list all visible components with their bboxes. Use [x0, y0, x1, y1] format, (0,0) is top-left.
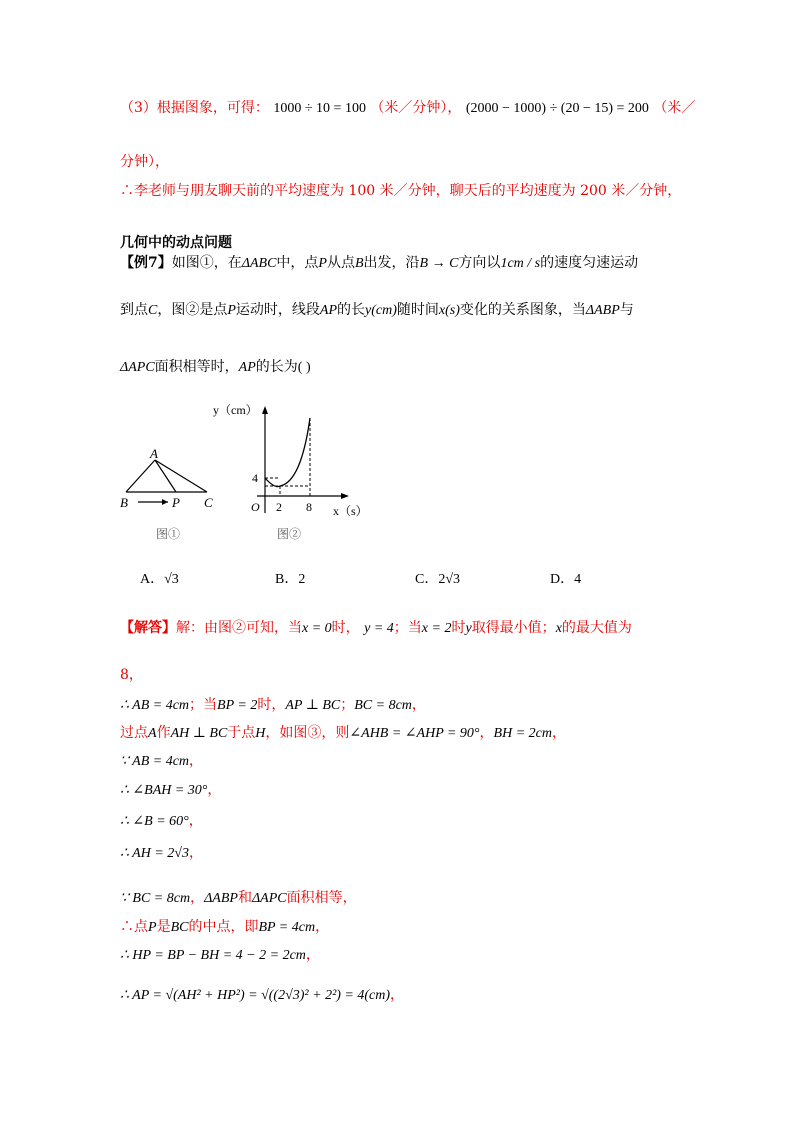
math: BP = 2: [217, 698, 258, 713]
text: 方向以: [458, 255, 501, 271]
math-p: P: [318, 256, 327, 271]
text: 的最大值为: [561, 620, 632, 636]
x-tick-8: 8: [306, 500, 312, 514]
text: ；当: [393, 620, 422, 636]
solution-line5: [120, 751, 203, 772]
option-d-value: 4: [574, 572, 582, 587]
math: ∴ AB = 4cm: [120, 698, 190, 713]
text: 解：由图②可知，当: [176, 620, 302, 636]
text: 从点: [326, 255, 355, 271]
y-axis-label: y（cm）: [213, 403, 258, 417]
text: ，: [188, 845, 203, 861]
text: ；当: [189, 697, 218, 713]
math-direction: B → C: [419, 256, 459, 271]
math: BH = 2cm: [493, 726, 552, 741]
option-b[interactable]: [275, 568, 305, 588]
text: 中，点: [276, 255, 319, 271]
text: ∴点: [120, 919, 148, 935]
part3-conclusion: ∴李老师与朋友聊天前的平均速度为 100 米／分钟，聊天后的平均速度为 200 米／分钟，: [120, 183, 682, 199]
math-c: C: [148, 303, 158, 318]
side-ab: [126, 460, 155, 492]
solution-line6: [120, 780, 221, 801]
solution-line4: [120, 723, 566, 744]
segment-ap: [155, 460, 176, 492]
math-b: B: [354, 256, 364, 271]
math-triangle-abc: ΔABC: [241, 256, 277, 271]
text: 时: [451, 620, 466, 636]
text: 时，: [331, 620, 360, 636]
math: ∴ AP = √(AH² + HP²) = √((2√3)² + 2²) = 4(cm): [120, 988, 391, 1003]
text: 取得最小值；: [471, 620, 556, 636]
text: ；: [340, 697, 355, 713]
math: x = 0: [302, 621, 332, 636]
text: ，图②是点: [157, 302, 228, 318]
math: ∴ HP = BP − BH = 4 − 2 = 2cm: [120, 948, 306, 963]
text: ，: [315, 919, 330, 935]
math: x = 2: [421, 621, 452, 636]
text: 的中点，即: [188, 919, 259, 935]
option-c[interactable]: [415, 568, 460, 588]
side-ac: [155, 460, 207, 492]
curve-ap: [265, 418, 310, 487]
figure-2-graph: [205, 398, 375, 548]
math: BP = 4cm: [258, 920, 316, 935]
text: ，: [188, 813, 203, 829]
math: x: [555, 621, 562, 636]
math-speed: 1cm / s: [500, 256, 541, 271]
solution-line9: [120, 888, 357, 909]
option-b-label: B．: [275, 572, 299, 587]
text: 和: [237, 890, 252, 906]
unit-1: （米／分钟），: [370, 100, 462, 116]
math: ∠AHB = ∠AHP = 90°: [349, 726, 480, 741]
text: 出发，沿: [363, 255, 420, 271]
y-tick-4: 4: [252, 471, 258, 485]
equation-2: (2000 − 1000) ÷ (20 − 15) = 200: [465, 101, 649, 116]
text: 时，: [257, 697, 286, 713]
unit-2: （米／: [653, 100, 696, 116]
option-c-label: C．: [415, 572, 439, 587]
solution-line7: [120, 811, 203, 832]
math: BC = 8cm: [354, 698, 412, 713]
math-ap: AP: [319, 303, 338, 318]
option-a-label: A．: [140, 572, 165, 587]
x-tick-2: 2: [276, 500, 282, 514]
section-title: 几何中的动点问题: [120, 235, 232, 251]
option-d[interactable]: [550, 568, 581, 588]
text: ，: [190, 890, 205, 906]
text: ，: [207, 782, 222, 798]
solution-heading: 【解答】: [120, 620, 176, 636]
option-a[interactable]: [140, 568, 179, 588]
math: H: [255, 726, 266, 741]
math-ap: AP: [238, 360, 256, 375]
solution-line11: [120, 945, 320, 966]
label-p: P: [172, 495, 180, 510]
label-c: C: [204, 495, 213, 510]
example-line2: [120, 300, 634, 321]
label-a: A: [150, 446, 158, 461]
math: ΔAPC: [251, 891, 287, 906]
math: ΔABP: [204, 891, 238, 906]
text: ，如图③，则: [265, 725, 350, 741]
text: 与: [619, 302, 634, 318]
solution-line3: [120, 695, 426, 716]
math-triangle-abp: ΔABP: [585, 303, 620, 318]
option-d-label: D．: [550, 572, 575, 587]
equation-1: 1000 ÷ 10 = 100: [273, 101, 366, 116]
math-triangle-apc: ΔAPC: [120, 360, 155, 375]
math: ∴ ∠BAH = 30°: [120, 783, 208, 798]
text: ，: [305, 947, 320, 963]
answer-blank: ( ): [297, 360, 311, 375]
math: ∵ BC = 8cm: [120, 891, 191, 906]
text: 随时间: [396, 302, 439, 318]
example-line1: [120, 253, 638, 274]
math: ∴ ∠B = 60°: [120, 814, 189, 829]
math: AP ⊥ BC: [285, 698, 341, 713]
label-b: B: [120, 495, 128, 510]
math: BC: [170, 920, 189, 935]
caption-figure-1: 图①: [156, 527, 181, 541]
math-xs: x(s): [438, 303, 460, 318]
text: 作: [156, 725, 171, 741]
text: 过点: [120, 725, 148, 741]
solution-line2: 8，: [120, 667, 143, 683]
arrowhead: [162, 499, 168, 505]
text: 面积相等，: [286, 890, 357, 906]
option-b-value: 2: [298, 572, 306, 587]
text: ，: [411, 697, 426, 713]
text: ，: [551, 725, 566, 741]
solution-line10: [120, 917, 329, 938]
text: 的速度匀速运动: [540, 255, 639, 271]
text: 如图①，在: [171, 255, 242, 271]
x-arrowhead: [341, 493, 349, 499]
text: 是: [156, 919, 171, 935]
example-line3: [120, 357, 311, 378]
math: ∵ AB = 4cm: [120, 754, 190, 769]
part3-line1: [120, 98, 695, 119]
y-arrowhead: [262, 406, 268, 414]
option-c-value: 2√3: [438, 572, 461, 587]
text: 面积相等时，: [154, 359, 239, 375]
caption-figure-2: 图②: [277, 527, 302, 541]
math: y: [465, 621, 472, 636]
option-a-value: √3: [164, 572, 179, 587]
x-axis-label: x（s）: [333, 504, 368, 518]
math-ycm: y(cm): [365, 303, 397, 318]
text: 变化的关系图象，当: [459, 302, 586, 318]
part3-intro: （3）根据图象，可得：: [120, 100, 269, 116]
text: 的长: [337, 302, 366, 318]
solution-line1: [120, 618, 632, 639]
part3-line2: 分钟），: [120, 154, 169, 170]
text: ，: [479, 725, 494, 741]
example-label: 【例7】: [120, 255, 172, 271]
text: 的长为: [255, 359, 298, 375]
math: A: [148, 726, 157, 741]
math-p: P: [227, 303, 236, 318]
text: ，: [390, 987, 405, 1003]
text: ，: [189, 753, 204, 769]
math: AH ⊥ BC: [170, 726, 228, 741]
text: 于点: [227, 725, 256, 741]
text: 到点: [120, 302, 148, 318]
solution-line12: [120, 985, 404, 1006]
text: 运动时，线段: [235, 302, 320, 318]
origin-label: O: [251, 500, 260, 514]
math: y = 4: [364, 621, 394, 636]
math: ∴ AH = 2√3: [120, 846, 189, 861]
solution-line8: [120, 843, 203, 864]
math: P: [148, 920, 157, 935]
